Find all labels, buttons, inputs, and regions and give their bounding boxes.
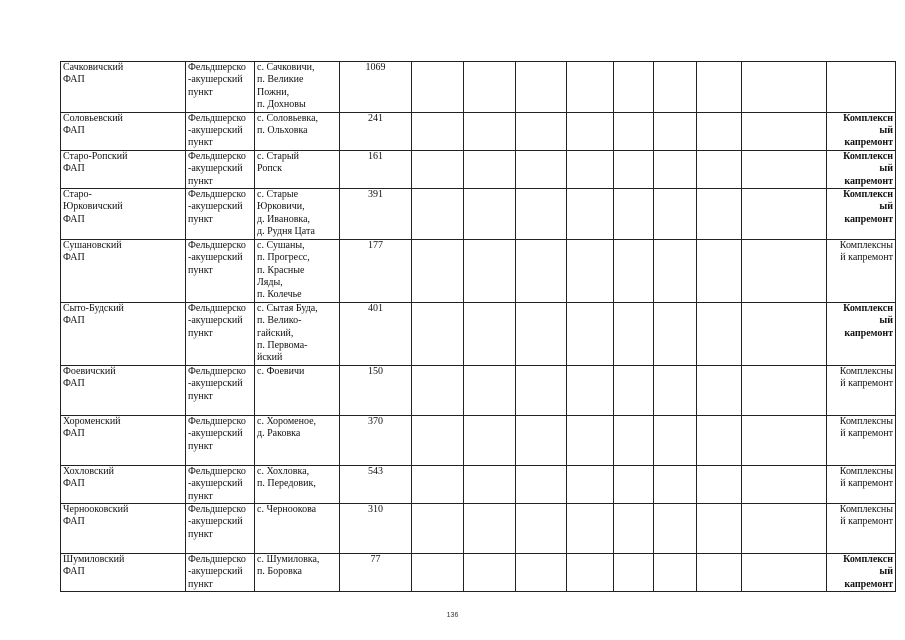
settlements-cell: [255, 112, 340, 150]
empty-cell: [697, 239, 742, 302]
repair-type-cell: [827, 465, 896, 503]
facility-type-cell-line: -акушерский: [188, 428, 243, 440]
empty-cell: [516, 465, 567, 503]
fap-name-cell: [61, 62, 186, 113]
empty-cell: [567, 189, 614, 240]
empty-cell: [412, 365, 464, 415]
empty-cell: [614, 302, 654, 365]
settlements-cell-line: с. Фоевичи: [257, 365, 305, 377]
empty-cell: [697, 365, 742, 415]
empty-cell: [742, 112, 827, 150]
table-row: [61, 415, 896, 465]
fap-name-cell-line: Сачковичский: [63, 62, 124, 73]
fap-name-cell-line: Хороменский: [63, 415, 121, 427]
facility-type-cell-line: Фельдшерско: [188, 239, 246, 251]
empty-cell: [614, 112, 654, 150]
facility-type-cell-line: Фельдшерско: [188, 112, 246, 124]
population-cell: 543: [340, 465, 412, 503]
facility-type-cell: [186, 189, 255, 240]
empty-cell: [412, 239, 464, 302]
facility-type-cell-line: пункт: [188, 528, 213, 540]
fap-name-cell-line: Сыто-Будский: [63, 302, 124, 314]
fap-name-cell: [61, 415, 186, 465]
fap-name-cell: [61, 112, 186, 150]
repair-type-cell-line: ый: [879, 125, 893, 137]
repair-type-cell-line: капремонт: [844, 137, 893, 149]
empty-cell: [654, 553, 697, 591]
empty-cell: [464, 302, 516, 365]
settlements-cell-line: с. Хороменое,: [257, 415, 317, 427]
empty-cell: [742, 415, 827, 465]
facility-type-cell: [186, 150, 255, 188]
settlements-cell-line: п. Передовик,: [257, 478, 316, 490]
fap-name-cell-line: Чернооковский: [63, 503, 129, 515]
fap-name-cell-line: ФАП: [63, 378, 85, 390]
settlements-cell-line: п. Великие: [257, 74, 304, 86]
facility-type-cell: [186, 465, 255, 503]
settlements-cell-line: п. Ольховка: [257, 125, 308, 137]
fap-name-cell-line: ФАП: [63, 566, 85, 578]
repair-type-cell-line: капремонт: [844, 175, 893, 187]
empty-cell: [567, 365, 614, 415]
empty-cell: [567, 553, 614, 591]
settlements-cell: [255, 150, 340, 188]
settlements-cell: [255, 365, 340, 415]
facility-type-cell: [186, 239, 255, 302]
settlements-cell-line: п. Дохновы: [257, 99, 306, 111]
repair-type-cell-line: й капремонт: [840, 428, 893, 440]
empty-cell: [742, 239, 827, 302]
settlements-cell: [255, 553, 340, 591]
facility-type-cell-line: Фельдшерско: [188, 189, 246, 201]
table-row: [61, 365, 896, 415]
settlements-cell: [255, 189, 340, 240]
empty-cell: [614, 465, 654, 503]
empty-cell: [614, 415, 654, 465]
fap-name-cell-line: ФАП: [63, 516, 85, 528]
settlements-cell: [255, 239, 340, 302]
settlements-cell-line: с. Соловьевка,: [257, 112, 319, 124]
empty-cell: [697, 553, 742, 591]
repair-type-cell: [827, 415, 896, 465]
facility-type-cell-line: Фельдшерско: [188, 150, 246, 162]
fap-name-cell-line: Юрковичский: [63, 201, 123, 213]
facility-type-cell-line: пункт: [188, 86, 213, 98]
repair-type-cell: [827, 62, 896, 113]
table-row: [61, 150, 896, 188]
settlements-cell-line: п. Первома-: [257, 339, 308, 351]
fap-name-cell: [61, 503, 186, 553]
empty-cell: [464, 112, 516, 150]
empty-cell: [567, 239, 614, 302]
empty-cell: [516, 62, 567, 113]
empty-cell: [742, 553, 827, 591]
empty-cell: [516, 302, 567, 365]
empty-cell: [567, 503, 614, 553]
settlements-cell-line: Ропск: [257, 163, 282, 175]
repair-type-cell-line: й капремонт: [840, 378, 893, 390]
facility-type-cell-line: пункт: [188, 264, 213, 276]
empty-cell: [567, 150, 614, 188]
empty-cell: [516, 150, 567, 188]
repair-type-cell: [827, 503, 896, 553]
fap-name-cell: [61, 365, 186, 415]
repair-type-cell-line: ый: [879, 315, 893, 327]
facility-type-cell-line: -акушерский: [188, 252, 243, 264]
settlements-cell-line: с. Старые: [257, 189, 299, 201]
empty-cell: [654, 112, 697, 150]
empty-cell: [654, 302, 697, 365]
empty-cell: [412, 553, 464, 591]
facility-type-cell-line: -акушерский: [188, 74, 243, 86]
facility-type-cell-line: -акушерский: [188, 315, 243, 327]
table-row: [61, 465, 896, 503]
repair-type-cell-line: Комплексн: [843, 189, 893, 201]
settlements-cell: [255, 503, 340, 553]
settlements-cell-line: п. Красные: [257, 264, 305, 276]
repair-type-cell-line: Комплексны: [839, 415, 893, 427]
empty-cell: [742, 503, 827, 553]
settlements-cell: [255, 62, 340, 113]
fap-table: [60, 61, 896, 592]
fap-name-cell: [61, 465, 186, 503]
table-row: [61, 62, 896, 113]
facility-type-cell-line: Фельдшерско: [188, 503, 246, 515]
empty-cell: [697, 503, 742, 553]
empty-cell: [412, 302, 464, 365]
empty-cell: [567, 62, 614, 113]
empty-cell: [412, 189, 464, 240]
repair-type-cell-line: Комплексны: [839, 465, 893, 477]
empty-cell: [516, 365, 567, 415]
fap-name-cell: [61, 553, 186, 591]
fap-name-cell-line: Шумиловский: [63, 553, 125, 565]
fap-name-cell: [61, 150, 186, 188]
settlements-cell-line: йский: [257, 352, 283, 364]
settlements-cell-line: п. Велико-: [257, 315, 302, 327]
settlements-cell-line: п. Колечье: [257, 289, 302, 301]
empty-cell: [464, 553, 516, 591]
fap-name-cell-line: Сушановский: [63, 239, 122, 251]
repair-type-cell-line: Комплексны: [839, 365, 893, 377]
empty-cell: [464, 415, 516, 465]
empty-cell: [742, 189, 827, 240]
repair-type-cell-line: Комплексны: [839, 503, 893, 515]
empty-cell: [464, 189, 516, 240]
facility-type-cell: [186, 415, 255, 465]
empty-cell: [614, 239, 654, 302]
settlements-cell-line: Юрковичи,: [257, 201, 305, 213]
facility-type-cell-line: Фельдшерско: [188, 465, 246, 477]
settlements-cell-line: с. Сытая Буда,: [257, 302, 318, 314]
table-row: [61, 112, 896, 150]
facility-type-cell-line: Фельдшерско: [188, 302, 246, 314]
empty-cell: [516, 553, 567, 591]
empty-cell: [412, 415, 464, 465]
settlements-cell-line: с. Шумиловка,: [257, 553, 320, 565]
empty-cell: [742, 465, 827, 503]
empty-cell: [697, 112, 742, 150]
repair-type-cell-line: Комплексны: [839, 239, 893, 251]
fap-name-cell-line: ФАП: [63, 478, 85, 490]
repair-type-cell-line: Комплексн: [843, 150, 893, 162]
empty-cell: [464, 239, 516, 302]
fap-name-cell-line: ФАП: [63, 125, 85, 137]
population-cell: 150: [340, 365, 412, 415]
population-cell: 77: [340, 553, 412, 591]
empty-cell: [412, 62, 464, 113]
facility-type-cell-line: пункт: [188, 490, 213, 502]
facility-type-cell-line: Фельдшерско: [188, 415, 246, 427]
fap-name-cell-line: ФАП: [63, 315, 85, 327]
empty-cell: [654, 62, 697, 113]
population-cell: 1069: [340, 62, 412, 113]
fap-name-cell-line: Фоевичский: [63, 365, 116, 377]
table-row: [61, 503, 896, 553]
facility-type-cell-line: Фельдшерско: [188, 365, 246, 377]
empty-cell: [654, 415, 697, 465]
settlements-cell-line: с. Сушаны,: [257, 239, 305, 251]
repair-type-cell-line: капремонт: [844, 578, 893, 590]
facility-type-cell-line: пункт: [188, 137, 213, 149]
empty-cell: [516, 189, 567, 240]
fap-name-cell-line: ФАП: [63, 213, 85, 225]
settlements-cell: [255, 302, 340, 365]
facility-type-cell-line: -акушерский: [188, 201, 243, 213]
empty-cell: [614, 503, 654, 553]
fap-name-cell-line: Старо-Ропский: [63, 150, 128, 162]
facility-type-cell-line: пункт: [188, 213, 213, 225]
table-row: [61, 189, 896, 240]
facility-type-cell-line: Фельдшерско: [188, 62, 246, 73]
fap-name-cell: [61, 239, 186, 302]
facility-type-cell: [186, 302, 255, 365]
repair-type-cell: [827, 553, 896, 591]
empty-cell: [614, 62, 654, 113]
empty-cell: [654, 239, 697, 302]
table-row: [61, 239, 896, 302]
population-cell: 370: [340, 415, 412, 465]
empty-cell: [516, 503, 567, 553]
repair-type-cell: [827, 150, 896, 188]
facility-type-cell: [186, 503, 255, 553]
facility-type-cell: [186, 112, 255, 150]
settlements-cell-line: Пожни,: [257, 86, 290, 98]
empty-cell: [697, 150, 742, 188]
facility-type-cell-line: -акушерский: [188, 163, 243, 175]
fap-name-cell-line: ФАП: [63, 74, 85, 86]
repair-type-cell-line: Комплексн: [843, 553, 893, 565]
empty-cell: [412, 150, 464, 188]
page-number: 136: [446, 612, 459, 619]
empty-cell: [516, 112, 567, 150]
table-row: [61, 302, 896, 365]
empty-cell: [654, 503, 697, 553]
facility-type-cell: [186, 62, 255, 113]
empty-cell: [567, 415, 614, 465]
empty-cell: [614, 553, 654, 591]
repair-type-cell-line: капремонт: [844, 327, 893, 339]
facility-type-cell-line: Фельдшерско: [188, 553, 246, 565]
empty-cell: [697, 189, 742, 240]
empty-cell: [567, 302, 614, 365]
empty-cell: [567, 112, 614, 150]
settlements-cell-line: п. Прогресс,: [257, 252, 310, 264]
population-cell: 310: [340, 503, 412, 553]
empty-cell: [614, 150, 654, 188]
table-row: [61, 553, 896, 591]
fap-name-cell-line: ФАП: [63, 163, 85, 175]
empty-cell: [697, 415, 742, 465]
empty-cell: [654, 365, 697, 415]
population-cell: 391: [340, 189, 412, 240]
repair-type-cell-line: капремонт: [844, 213, 893, 225]
repair-type-cell-line: Комплексн: [843, 112, 893, 124]
fap-name-cell-line: ФАП: [63, 252, 85, 264]
empty-cell: [654, 150, 697, 188]
empty-cell: [567, 465, 614, 503]
fap-name-cell-line: Хохловский: [63, 465, 114, 477]
repair-type-cell: [827, 302, 896, 365]
population-cell: 177: [340, 239, 412, 302]
empty-cell: [742, 150, 827, 188]
empty-cell: [412, 503, 464, 553]
empty-cell: [464, 465, 516, 503]
empty-cell: [697, 465, 742, 503]
facility-type-cell: [186, 553, 255, 591]
repair-type-cell-line: й капремонт: [840, 478, 893, 490]
facility-type-cell-line: пункт: [188, 327, 213, 339]
table-body: [61, 62, 896, 592]
repair-type-cell: [827, 112, 896, 150]
empty-cell: [614, 365, 654, 415]
repair-type-cell-line: ый: [879, 163, 893, 175]
settlements-cell-line: с. Хохловка,: [257, 465, 310, 477]
empty-cell: [412, 112, 464, 150]
repair-type-cell-line: Комплексн: [843, 302, 893, 314]
facility-type-cell-line: пункт: [188, 390, 213, 402]
facility-type-cell-line: -акушерский: [188, 478, 243, 490]
repair-type-cell: [827, 189, 896, 240]
repair-type-cell: [827, 365, 896, 415]
empty-cell: [464, 365, 516, 415]
facility-type-cell-line: пункт: [188, 175, 213, 187]
settlements-cell: [255, 465, 340, 503]
fap-name-cell-line: Соловьевский: [63, 112, 123, 124]
facility-type-cell-line: -акушерский: [188, 378, 243, 390]
settlements-cell-line: с. Сачковичи,: [257, 62, 315, 73]
population-cell: 241: [340, 112, 412, 150]
facility-type-cell-line: -акушерский: [188, 125, 243, 137]
settlements-cell-line: п. Боровка: [257, 566, 302, 578]
empty-cell: [697, 302, 742, 365]
facility-type-cell: [186, 365, 255, 415]
settlements-cell-line: с. Черноокова: [257, 503, 317, 515]
settlements-cell-line: гайский,: [257, 327, 294, 339]
empty-cell: [412, 465, 464, 503]
facility-type-cell-line: -акушерский: [188, 566, 243, 578]
repair-type-cell-line: й капремонт: [840, 516, 893, 528]
empty-cell: [464, 62, 516, 113]
empty-cell: [464, 503, 516, 553]
repair-type-cell-line: ый: [879, 201, 893, 213]
facility-type-cell-line: -акушерский: [188, 516, 243, 528]
fap-name-cell: [61, 189, 186, 240]
fap-name-cell: [61, 302, 186, 365]
empty-cell: [516, 415, 567, 465]
repair-type-cell-line: ый: [879, 566, 893, 578]
settlements-cell-line: д. Ивановка,: [257, 213, 311, 225]
settlements-cell: [255, 415, 340, 465]
empty-cell: [654, 189, 697, 240]
empty-cell: [464, 150, 516, 188]
empty-cell: [614, 189, 654, 240]
facility-type-cell-line: пункт: [188, 578, 213, 590]
empty-cell: [697, 62, 742, 113]
population-cell: 161: [340, 150, 412, 188]
empty-cell: [742, 302, 827, 365]
facility-type-cell-line: пункт: [188, 440, 213, 452]
empty-cell: [516, 239, 567, 302]
settlements-cell-line: д. Раковка: [257, 428, 301, 440]
repair-type-cell-line: й капремонт: [840, 252, 893, 264]
empty-cell: [742, 62, 827, 113]
repair-type-cell: [827, 239, 896, 302]
settlements-cell-line: д. Рудня Цата: [257, 226, 315, 238]
settlements-cell-line: с. Старый: [257, 150, 299, 162]
fap-name-cell-line: Старо-: [63, 189, 92, 201]
empty-cell: [654, 465, 697, 503]
empty-cell: [742, 365, 827, 415]
population-cell: 401: [340, 302, 412, 365]
fap-name-cell-line: ФАП: [63, 428, 85, 440]
settlements-cell-line: Ляды,: [257, 276, 283, 288]
